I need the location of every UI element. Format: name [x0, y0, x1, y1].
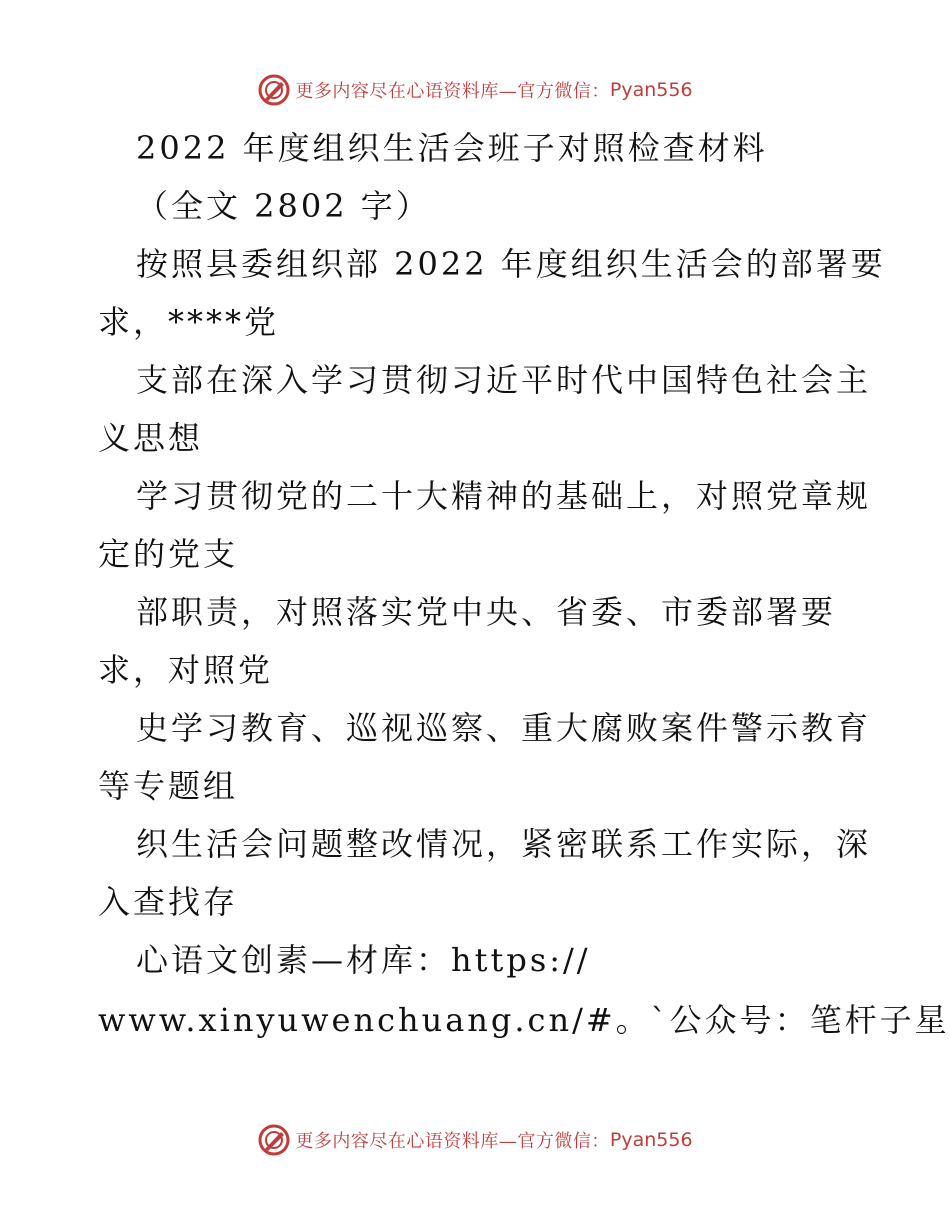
- paragraph-line: 部职责，对照落实党中央、省委、市委部署要: [136, 593, 837, 631]
- paragraph-line: 按照县委组织部 2022 年度组织生活会的部署要: [136, 245, 886, 283]
- watermark-text: 更多内容尽在心语资料库—官方微信：: [295, 81, 610, 102]
- paragraph-line: 等专题组: [98, 767, 239, 805]
- watermark-contact: Pyan556: [609, 1129, 693, 1151]
- paragraph-line: 学习贯彻党的二十大精神的基础上，对照党章规: [136, 477, 872, 515]
- paragraph-line: 史学习教育、巡视巡察、重大腐败案件警示教育: [136, 709, 872, 747]
- paragraph-line: 求，****党: [98, 303, 280, 341]
- paragraph-line: 求，对照党: [98, 651, 274, 689]
- watermark-footer: [0, 1120, 950, 1160]
- paragraph-line: 织生活会问题整改情况，紧密联系工作实际，深: [136, 825, 872, 863]
- paragraph-line: 定的党支: [98, 535, 239, 573]
- watermark-header: [0, 70, 950, 110]
- source-line: 心语文创素—材库：https://: [136, 941, 591, 979]
- paragraph-line: 支部在深入学习贯彻习近平时代中国特色社会主: [136, 361, 872, 399]
- paragraph-line: 义思想: [98, 419, 204, 457]
- pen-circle-logo-icon: [257, 1123, 291, 1157]
- word-count: （全文 2802 字）: [136, 187, 431, 225]
- document-title: 2022 年度组织生活会班子对照检查材料: [136, 129, 768, 167]
- watermark-contact: Pyan556: [609, 79, 693, 101]
- watermark-text: 更多内容尽在心语资料库—官方微信：: [295, 1131, 610, 1152]
- source-url-line: www.xinyuwenchuang.cn/#。`公众号：笔杆子星: [98, 1001, 950, 1039]
- pen-circle-logo-icon: [257, 73, 291, 107]
- paragraph-line: 入查找存: [98, 883, 239, 921]
